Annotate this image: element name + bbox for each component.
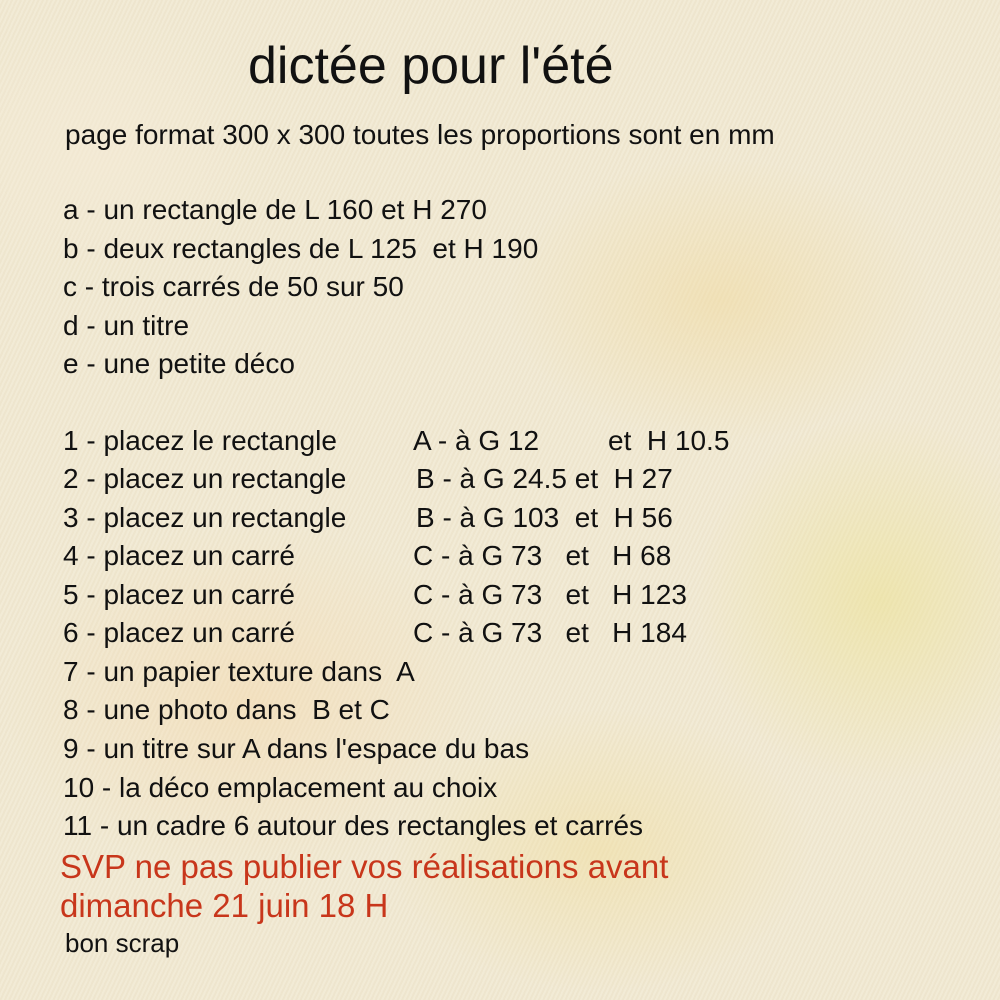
subtitle: page format 300 x 300 toutes les proportions sont en mm — [65, 119, 775, 150]
step-row — [63, 425, 730, 456]
step-label: 6 - placez un carré — [63, 617, 295, 648]
material-item: d - un titre — [63, 310, 190, 341]
step-position: B - à G 24.5 et H 27 — [416, 463, 673, 494]
step-row — [63, 617, 687, 648]
step-row — [63, 540, 672, 571]
step-label: 5 - placez un carré — [63, 579, 295, 610]
closing-text: bon scrap — [65, 928, 180, 958]
step-label: 2 - placez un rectangle — [63, 463, 347, 494]
step-row — [63, 579, 687, 610]
material-item: a - un rectangle de L 160 et H 270 — [63, 194, 487, 225]
step-position: C - à G 73 et H 123 — [413, 579, 687, 610]
warning-text: dimanche 21 juin 18 H — [60, 887, 389, 924]
step-position: B - à G 103 et H 56 — [416, 502, 673, 533]
step-height: et H 10.5 — [608, 425, 730, 456]
note-item: 7 - un papier texture dans A — [63, 656, 415, 687]
warning-text: SVP ne pas publier vos réalisations avant — [60, 848, 669, 885]
material-item: b - deux rectangles de L 125 et H 190 — [63, 233, 539, 264]
material-item: e - une petite déco — [63, 348, 295, 379]
note-item: 8 - une photo dans B et C — [63, 694, 390, 725]
step-position: C - à G 73 et H 184 — [413, 617, 687, 648]
note-item: 11 - un cadre 6 autour des rectangles et carrés — [63, 810, 644, 841]
step-position: A - à G 12 — [413, 425, 540, 456]
step-row — [63, 502, 673, 533]
step-position: C - à G 73 et H 68 — [413, 540, 672, 571]
material-item: c - trois carrés de 50 sur 50 — [63, 271, 404, 302]
page-title: dictée pour l'été — [248, 37, 614, 95]
step-label: 4 - placez un carré — [63, 540, 295, 571]
note-item: 9 - un titre sur A dans l'espace du bas — [63, 733, 530, 764]
step-label: 1 - placez le rectangle — [63, 425, 337, 456]
note-item: 10 - la déco emplacement au choix — [63, 772, 498, 803]
step-label: 3 - placez un rectangle — [63, 502, 347, 533]
step-row — [63, 463, 673, 494]
